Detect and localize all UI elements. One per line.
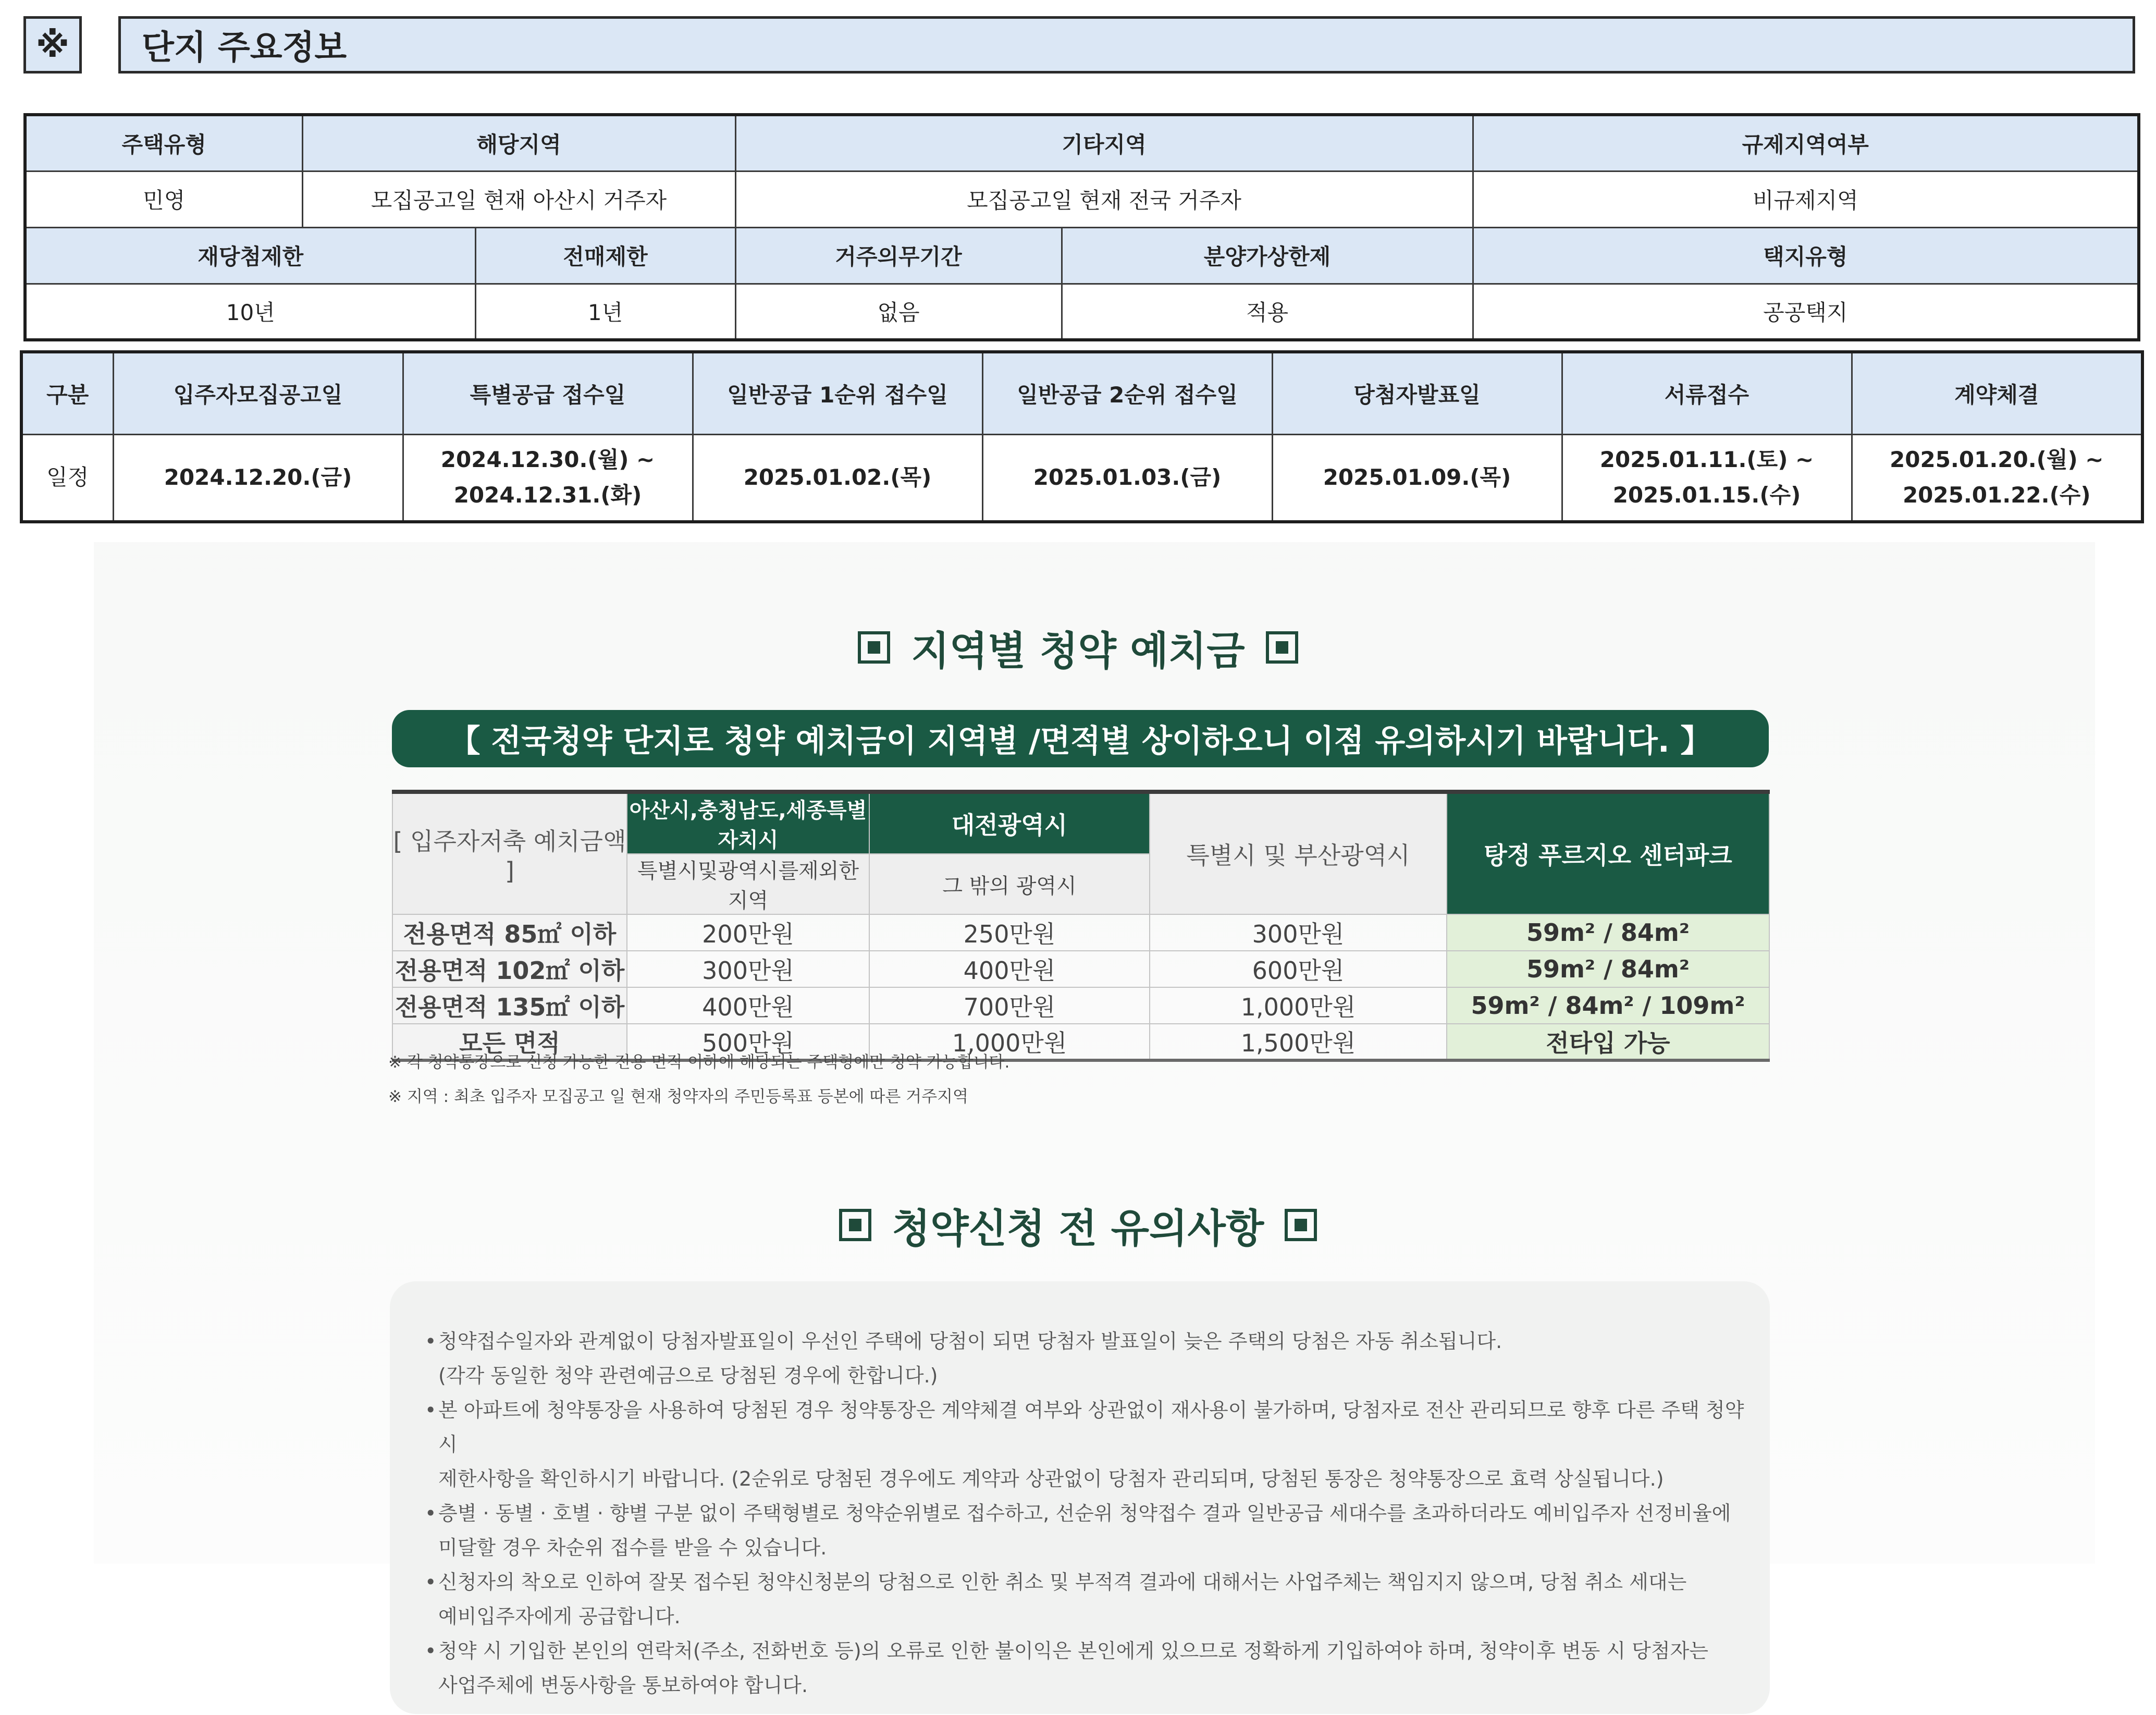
precaution-line: 청약 시 기입한 본인의 연락처(주소, 전화번호 등)의 오류로 인한 불이익은 본인에게 있으므로 정확하게 기입하여야 하며, 청약이후 변동 시 당첨자는 [438,1639,1709,1662]
precaution-item [425,1496,1759,1565]
precaution-section-heading [0,1199,2156,1251]
date-line: 2024.12.20.(금) [164,464,352,491]
date-line: 2025.01.03.(금) [1033,464,1222,491]
value-land-type: 공공택지 [1473,284,2139,340]
header-residence-duty: 거주의무기간 [735,227,1062,284]
schedule-row-label: 일정 [21,434,113,522]
deposit-eligible-types: 59m² / 84m² [1447,951,1769,987]
info-value-row-1 [25,171,2139,227]
date-line: 2024.12.31.(화) [453,482,642,508]
deposit-col3-header: 특별시 및 부산광역시 [1150,792,1447,914]
deposit-value: 400만원 [627,987,869,1024]
deposit-col1-top: 아산시,충청남도,세종특별자치시 [627,792,869,854]
precaution-line: 신청자의 착오로 인하여 잘못 접수된 청약신청분의 당첨으로 인한 취소 및 부적격 결과에 대해서는 사업주체는 책임지지 않으며, 당첨 취소 세대는 [438,1571,1687,1594]
deposit-col1-bottom: 특별시및광역시를제외한지역 [627,854,869,914]
value-rewin-limit: 10년 [25,284,475,340]
deposit-row-label: 모든 면적 [392,1024,627,1060]
info-header-row-1 [25,115,2139,171]
deposit-col4-header: 탕정 푸르지오 센터파크 [1447,792,1769,914]
value-residence-duty: 없음 [735,284,1062,340]
precaution-item [425,1634,1759,1702]
square-bullet-icon [858,631,890,664]
deposit-section-title: 지역별 청약 예치금 [911,627,1245,674]
deposit-table [392,790,1770,1062]
schedule-table [20,350,2144,523]
deposit-value: 400만원 [869,951,1150,987]
header-land-type: 택지유형 [1473,227,2139,284]
deposit-value: 1,000만원 [869,1024,1150,1060]
precaution-line: 청약접수일자와 관계없이 당첨자발표일이 우선인 주택에 당첨이 되면 당첨자 발표일이 늦은 주택의 당첨은 자동 취소됩니다. [438,1330,1502,1353]
precaution-line: (각각 동일한 청약 관련예금으로 당첨된 경우에 한합니다.) [438,1364,938,1387]
info-header-row-2 [25,227,2139,284]
deposit-section-heading [0,621,2156,673]
deposit-eligible-types: 59m² / 84m² / 109m² [1447,987,1769,1024]
square-bullet-icon [1285,1209,1317,1241]
value-resale-limit: 1년 [475,284,735,340]
schedule-header-category: 구분 [21,352,113,434]
schedule-notice-date [113,434,403,522]
deposit-note: ※ 지역 : 최초 입주자 모집공고 일 현재 청약자의 주민등록표 등본에 따른 거주지역 [388,1087,968,1106]
schedule-contract [1852,434,2142,522]
header-resale-limit: 전매제한 [475,227,735,284]
date-line: 2025.01.09.(목) [1323,464,1511,491]
deposit-eligible-types: 59m² / 84m² [1447,914,1769,951]
value-other-area: 모집공고일 현재 전국 거주자 [735,171,1473,227]
complex-info-table [23,113,2140,341]
deposit-value: 1,000만원 [1150,987,1447,1024]
deposit-note: ※ 각 청약통장으로 신청 가능한 전용 면적 이하에 해당되는 주택형에만 청약 가능합니다. [388,1053,1010,1072]
square-bullet-icon [1266,631,1298,664]
deposit-value: 300만원 [627,951,869,987]
schedule-rank1 [693,434,982,522]
info-value-row-2 [25,284,2139,340]
header-housing-type: 주택유형 [25,115,302,171]
schedule-header-contract: 계약체결 [1852,352,2142,434]
precaution-list [425,1324,1759,1702]
precaution-item [425,1393,1759,1496]
deposit-value: 500만원 [627,1024,869,1060]
deposit-notice-banner [392,710,1769,767]
deposit-row [392,951,1769,987]
schedule-header-row [21,352,2142,434]
schedule-header-special-supply: 특별공급 접수일 [403,352,693,434]
page-title-bar [118,16,2135,74]
header-rewin-limit: 재당첨제한 [25,227,475,284]
precaution-line: 예비입주자에게 공급합니다. [438,1605,681,1628]
date-line: 2025.01.15.(수) [1612,482,1801,508]
deposit-value: 250만원 [869,914,1150,951]
deposit-row-label: 전용면적 85㎡ 이하 [392,914,627,951]
date-line: 2025.01.22.(수) [1902,482,2091,508]
deposit-row-label: 전용면적 135㎡ 이하 [392,987,627,1024]
schedule-header-notice-date: 입주자모집공고일 [113,352,403,434]
precaution-section-title: 청약신청 전 유의사항 [892,1205,1264,1252]
date-line: 2024.12.30.(월) ~ [440,447,655,473]
schedule-rank2 [982,434,1272,522]
deposit-corner-label: [ 입주자저축 예치금액 ] [392,792,627,914]
precaution-line: 제한사항을 확인하시기 바랍니다. (2순위로 당첨된 경우에도 계약과 상관없이 당첨자 관리되며, 당첨된 통장은 청약통장으로 효력 상실됩니다.) [438,1467,1664,1490]
deposit-col2-bottom: 그 밖의 광역시 [869,854,1150,914]
deposit-header-row-1 [392,792,1769,854]
deposit-row-label: 전용면적 102㎡ 이하 [392,951,627,987]
deposit-value: 700만원 [869,987,1150,1024]
deposit-col2-top: 대전광역시 [869,792,1150,854]
schedule-winner-announce [1272,434,1562,522]
value-regulated-area: 비규제지역 [1473,171,2139,227]
reference-mark: ※ [35,24,70,65]
value-housing-type: 민영 [25,171,302,227]
square-bullet-icon [839,1209,871,1241]
value-price-cap: 적용 [1062,284,1473,340]
deposit-value: 300만원 [1150,914,1447,951]
deposit-value: 1,500만원 [1150,1024,1447,1060]
deposit-row [392,914,1769,951]
date-line: 2025.01.11.(토) ~ [1599,447,1814,473]
deposit-row [392,987,1769,1024]
deposit-value: 600만원 [1150,951,1447,987]
reference-mark-box [23,16,82,74]
schedule-header-rank1: 일반공급 1순위 접수일 [693,352,982,434]
deposit-eligible-types: 전타입 가능 [1447,1024,1769,1060]
value-local-area: 모집공고일 현재 아산시 거주자 [302,171,735,227]
precaution-line: 사업주체에 변동사항을 통보하여야 합니다. [438,1674,808,1697]
precaution-line: 미달할 경우 차순위 접수를 받을 수 있습니다. [438,1536,827,1559]
schedule-value-row [21,434,2142,522]
schedule-header-rank2: 일반공급 2순위 접수일 [982,352,1272,434]
deposit-banner-text: 【 전국청약 단지로 청약 예치금이 지역별 /면적별 상이하오니 이점 유의하시기 바랍니다. 】 [449,723,1712,760]
header-other-area: 기타지역 [735,115,1473,171]
header-local-area: 해당지역 [302,115,735,171]
date-line: 2025.01.20.(월) ~ [1890,447,2104,473]
date-line: 2025.01.02.(목) [743,464,932,491]
header-price-cap: 분양가상한제 [1062,227,1473,284]
precaution-line: 본 아파트에 청약통장을 사용하여 당첨된 경우 청약통장은 계약체결 여부와 상관없이 재사용이 불가하며, 당첨자로 전산 관리되므로 향후 다른 주택 청약시 [438,1399,1744,1456]
precaution-item [425,1324,1759,1393]
precaution-line: 층별 · 동별 · 호별 · 향별 구분 없이 주택형별로 청약순위별로 접수하고, 선순위 청약접수 결과 일반공급 세대수를 초과하더라도 예비입주자 선정비율에 [438,1502,1731,1525]
schedule-header-winner-announce: 당첨자발표일 [1272,352,1562,434]
page-title: 단지 주요정보 [142,29,347,67]
deposit-value: 200만원 [627,914,869,951]
precaution-item [425,1565,1759,1634]
schedule-documents [1562,434,1852,522]
schedule-special-supply [403,434,693,522]
header-regulated-area: 규제지역여부 [1473,115,2139,171]
schedule-header-documents: 서류접수 [1562,352,1852,434]
